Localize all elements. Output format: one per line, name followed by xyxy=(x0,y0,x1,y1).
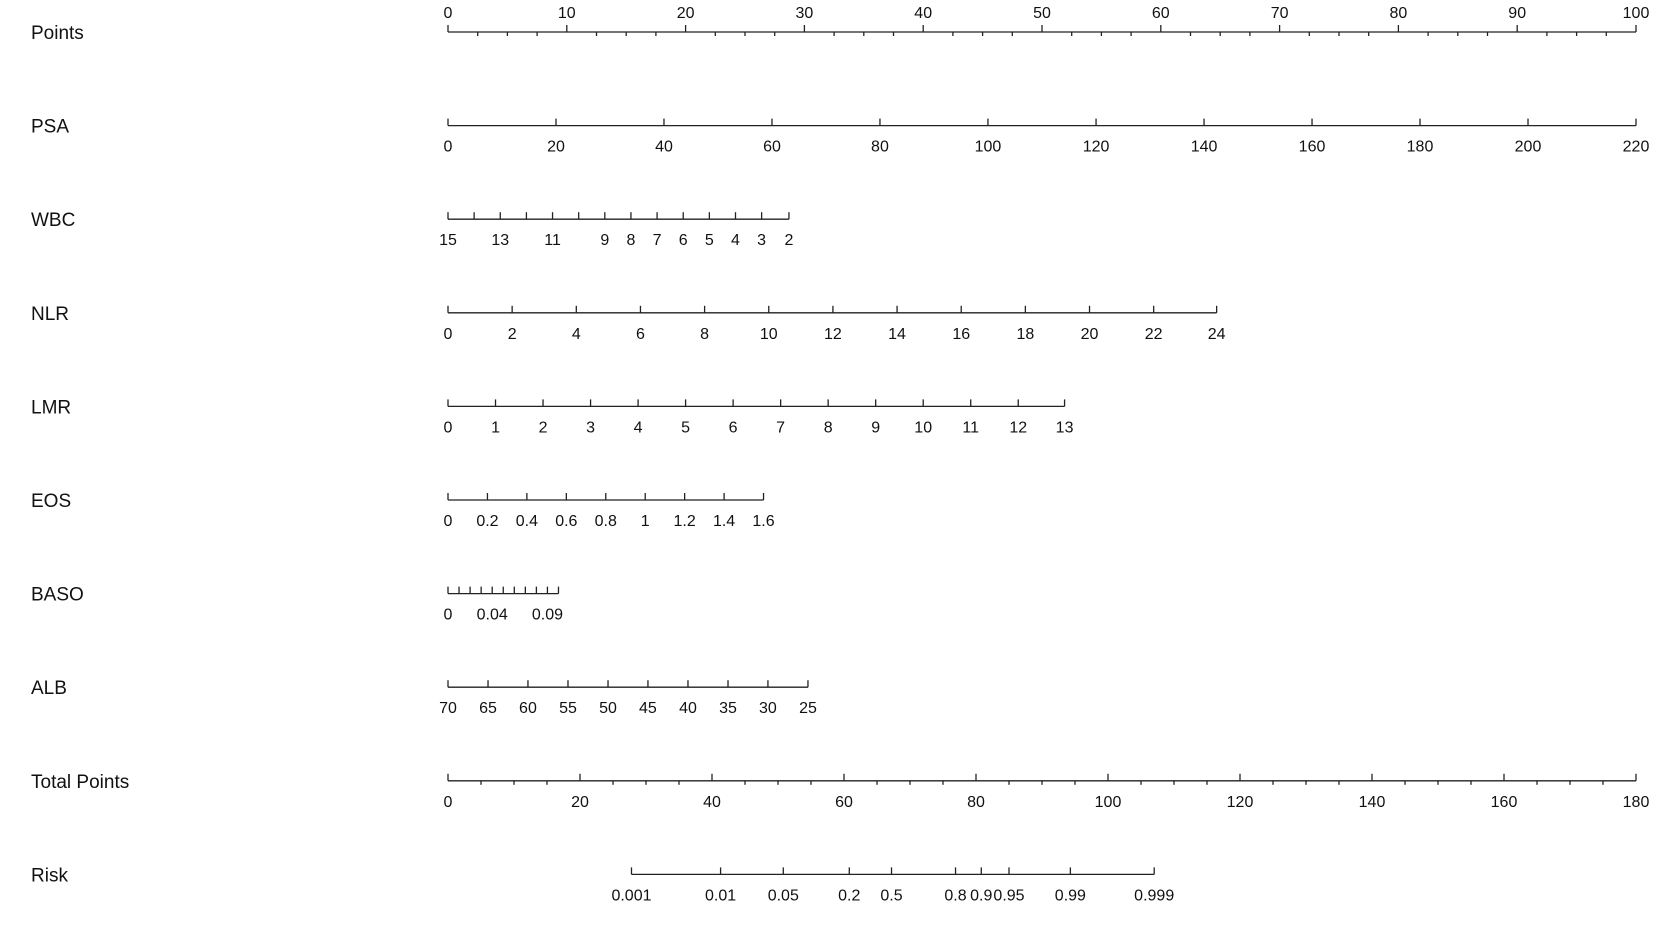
tick-label-alb: 65 xyxy=(479,700,497,718)
tick-label-lmr: 13 xyxy=(1055,419,1074,437)
tick-label-lmr: 1 xyxy=(491,419,500,437)
tick-label-eos: 0 xyxy=(443,513,453,530)
tick-label-psa: 100 xyxy=(974,138,1002,156)
tick-label-points: 60 xyxy=(1151,5,1170,22)
tick-label-lmr: 8 xyxy=(823,419,833,437)
tick-label-wbc: 7 xyxy=(652,232,662,250)
tick-label-alb: 35 xyxy=(719,700,737,718)
tick-label-alb: 55 xyxy=(559,700,577,718)
tick-label-wbc: 9 xyxy=(600,232,610,250)
tick-label-points: 0 xyxy=(443,5,453,22)
tick-label-psa: 200 xyxy=(1514,138,1542,156)
tick-label-psa: 180 xyxy=(1406,138,1434,156)
tick-label-total-points: 20 xyxy=(571,793,589,811)
tick-label-psa: 40 xyxy=(655,138,673,156)
tick-label-lmr: 5 xyxy=(681,419,691,437)
tick-label-eos: 0.8 xyxy=(594,513,617,530)
row-label-total-points: Total Points xyxy=(31,771,130,793)
row-points xyxy=(31,5,1649,44)
tick-label-nlr: 6 xyxy=(636,325,645,343)
tick-label-lmr: 11 xyxy=(962,419,980,437)
row-label-risk: Risk xyxy=(31,865,68,887)
tick-label-nlr: 12 xyxy=(824,325,842,343)
tick-label-wbc: 4 xyxy=(731,232,740,250)
tick-label-total-points: 140 xyxy=(1358,793,1386,811)
tick-label-eos: 0.4 xyxy=(515,513,539,530)
tick-label-lmr: 0 xyxy=(443,419,453,437)
tick-label-risk: 0.001 xyxy=(611,887,652,905)
tick-label-points: 40 xyxy=(914,5,933,22)
tick-label-psa: 80 xyxy=(871,138,889,156)
tick-label-points: 50 xyxy=(1033,5,1051,22)
tick-label-baso: 0.04 xyxy=(476,606,508,624)
tick-label-eos: 1 xyxy=(640,513,650,530)
tick-label-psa: 120 xyxy=(1082,138,1110,156)
tick-label-eos: 1.4 xyxy=(712,513,736,530)
tick-label-nlr: 22 xyxy=(1144,325,1163,343)
tick-label-nlr: 10 xyxy=(759,325,778,343)
tick-label-nlr: 8 xyxy=(700,325,710,343)
tick-label-total-points: 60 xyxy=(835,793,853,811)
tick-label-total-points: 0 xyxy=(443,793,453,811)
tick-label-risk: 0.8 xyxy=(944,887,967,905)
tick-label-nlr: 4 xyxy=(571,325,581,343)
row-psa xyxy=(31,117,1649,156)
tick-label-baso: 0.09 xyxy=(531,606,564,624)
tick-label-total-points: 160 xyxy=(1490,793,1518,811)
row-risk xyxy=(31,865,1174,904)
tick-label-wbc: 15 xyxy=(439,232,457,250)
tick-label-psa: 0 xyxy=(443,138,453,156)
tick-label-psa: 140 xyxy=(1190,138,1218,156)
row-label-eos: EOS xyxy=(31,491,72,512)
tick-label-nlr: 24 xyxy=(1207,325,1226,343)
tick-label-wbc: 3 xyxy=(757,232,767,250)
tick-label-total-points: 80 xyxy=(967,793,985,811)
tick-label-nlr: 20 xyxy=(1080,325,1099,343)
tick-label-points: 80 xyxy=(1389,5,1408,22)
tick-label-total-points: 180 xyxy=(1622,793,1650,811)
tick-label-risk: 0.01 xyxy=(705,887,737,905)
row-eos xyxy=(31,491,775,530)
tick-label-risk: 0.9 xyxy=(970,887,993,905)
tick-label-lmr: 12 xyxy=(1009,419,1028,437)
tick-label-total-points: 120 xyxy=(1226,793,1254,811)
tick-label-alb: 50 xyxy=(599,700,617,718)
tick-label-nlr: 0 xyxy=(443,325,453,343)
tick-label-nlr: 16 xyxy=(952,325,971,343)
tick-label-eos: 0.2 xyxy=(476,513,499,530)
row-wbc xyxy=(31,210,794,249)
row-nlr xyxy=(31,304,1226,343)
tick-label-points: 100 xyxy=(1622,5,1650,22)
tick-label-baso: 0 xyxy=(443,606,453,624)
row-label-points: Points xyxy=(31,23,84,44)
tick-label-points: 90 xyxy=(1508,5,1527,22)
tick-label-wbc: 11 xyxy=(544,232,561,250)
row-baso xyxy=(31,585,563,624)
tick-label-risk: 0.95 xyxy=(993,887,1025,905)
row-label-baso: BASO xyxy=(31,584,84,606)
tick-label-points: 10 xyxy=(557,5,576,22)
row-label-alb: ALB xyxy=(31,678,67,700)
tick-label-nlr: 14 xyxy=(888,325,906,343)
tick-label-risk: 0.99 xyxy=(1054,887,1086,905)
tick-label-lmr: 2 xyxy=(538,419,548,437)
row-label-wbc: WBC xyxy=(31,210,76,232)
tick-label-wbc: 13 xyxy=(491,232,510,250)
tick-label-eos: 1.6 xyxy=(752,513,775,530)
tick-label-lmr: 4 xyxy=(633,419,643,437)
tick-label-total-points: 40 xyxy=(703,793,721,811)
tick-label-nlr: 2 xyxy=(507,325,517,343)
tick-label-risk: 0.5 xyxy=(880,887,903,905)
tick-label-points: 30 xyxy=(795,5,814,22)
row-total-points xyxy=(31,772,1649,811)
row-label-lmr: LMR xyxy=(31,397,72,419)
tick-label-risk: 0.2 xyxy=(838,887,861,905)
tick-label-points: 20 xyxy=(676,5,695,22)
tick-label-psa: 20 xyxy=(547,138,565,156)
tick-label-total-points: 100 xyxy=(1094,793,1122,811)
tick-label-wbc: 6 xyxy=(678,232,688,250)
row-label-nlr: NLR xyxy=(31,303,70,325)
tick-label-alb: 30 xyxy=(759,700,777,718)
nomogram-rows xyxy=(31,5,1649,904)
tick-label-eos: 1.2 xyxy=(673,513,696,530)
tick-label-alb: 45 xyxy=(639,700,657,718)
row-alb xyxy=(31,678,817,717)
tick-label-alb: 60 xyxy=(519,700,537,718)
tick-label-lmr: 3 xyxy=(586,419,596,437)
tick-label-lmr: 6 xyxy=(728,419,738,437)
row-lmr xyxy=(31,397,1074,436)
tick-label-alb: 25 xyxy=(799,700,817,718)
tick-label-wbc: 2 xyxy=(784,232,794,250)
tick-label-nlr: 18 xyxy=(1016,325,1035,343)
tick-label-lmr: 9 xyxy=(871,419,881,437)
row-label-psa: PSA xyxy=(31,116,70,138)
tick-label-risk: 0.999 xyxy=(1134,887,1175,905)
tick-label-psa: 220 xyxy=(1622,138,1650,156)
tick-label-psa: 160 xyxy=(1298,138,1326,156)
tick-label-points: 70 xyxy=(1270,5,1289,22)
tick-label-psa: 60 xyxy=(763,138,781,156)
tick-label-lmr: 7 xyxy=(776,419,786,437)
tick-label-eos: 0.6 xyxy=(555,513,578,530)
tick-label-alb: 40 xyxy=(679,700,697,718)
tick-label-lmr: 10 xyxy=(914,419,933,437)
tick-label-wbc: 8 xyxy=(626,232,636,250)
tick-label-wbc: 5 xyxy=(704,232,714,250)
tick-label-risk: 0.05 xyxy=(767,887,799,905)
tick-label-alb: 70 xyxy=(439,700,457,718)
